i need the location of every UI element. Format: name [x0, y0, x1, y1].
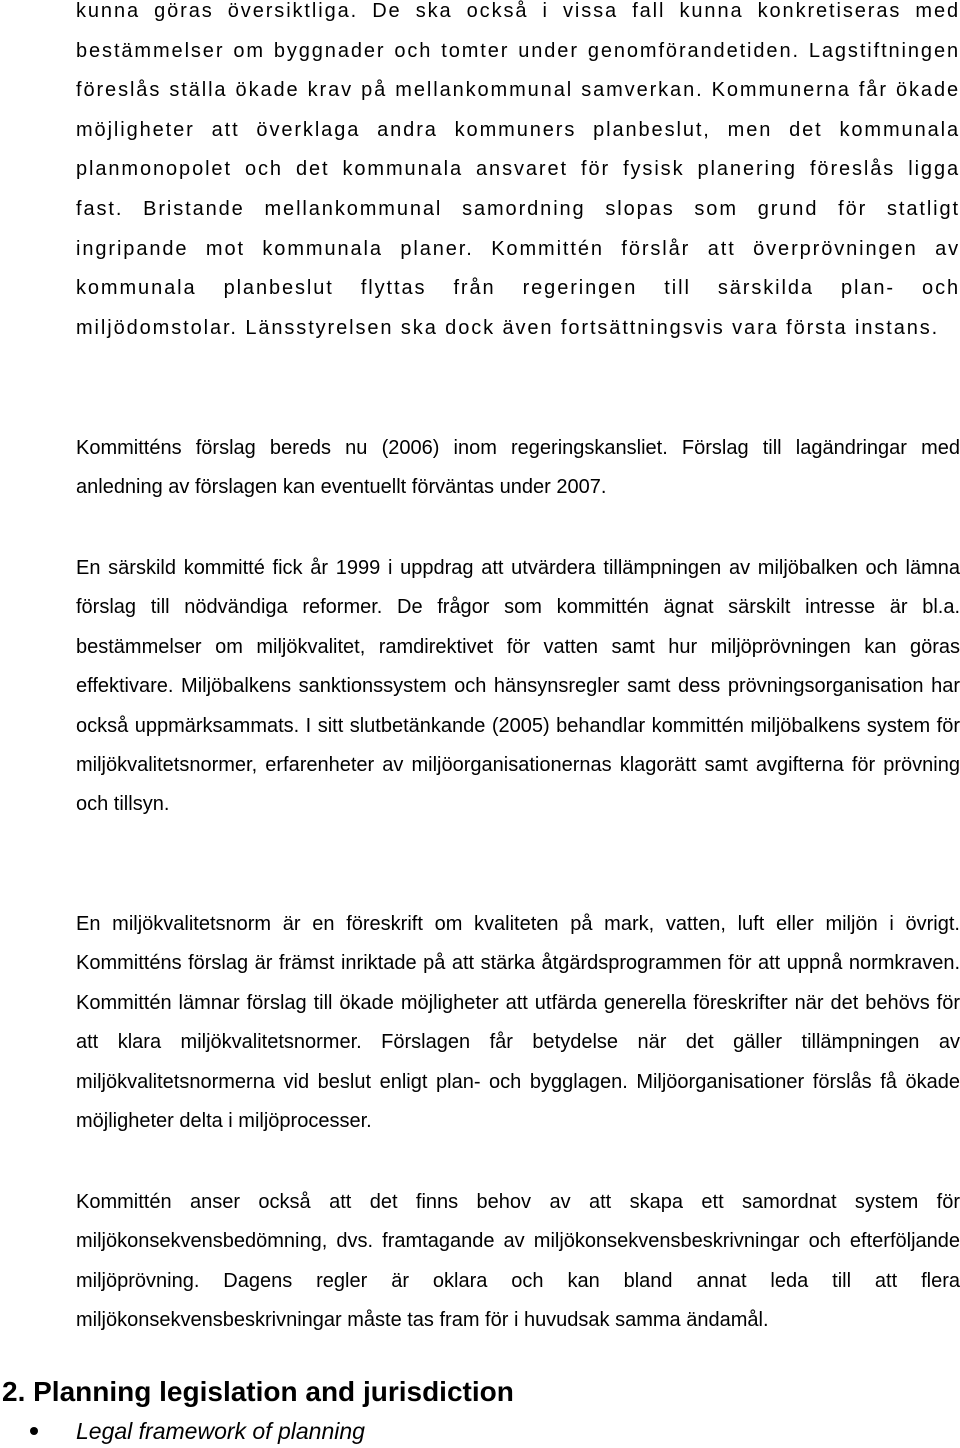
- paragraph-proposal-status: Kommitténs förslag bereds nu (2006) inom regeringskansliet. Förslag till lagändringar med anledning av förslagen kan eventuellt förväntas under 2007.: [76, 437, 960, 499]
- section-heading: 2. Planning legislation and jurisdiction: [2, 1376, 514, 1407]
- bullet-text: Legal framework of planning: [76, 1418, 365, 1444]
- bullet-list-item: [30, 1414, 365, 1448]
- bullet-icon: [30, 1427, 38, 1435]
- paragraph-impact-assessment: Kommittén anser också att det finns behov av att skapa ett samordnat system för miljökonsekvensbedömning, dvs. framtagande av miljökonsekvensbeskrivningar och efterföljande miljöprövning. Dagens regler är oklara och kan bland annat leda till att flera miljökonsekvensbeskrivningar måste tas fram för i huvudsak samma ändamål.: [76, 1191, 960, 1332]
- paragraph-environmental-code-committee: En särskild kommitté fick år 1999 i uppdrag att utvärdera tillämpningen av miljöbalken och lämna förslag till nödvändiga reformer. De frågor som kommittén ägnat särskilt intresse är bl.a. bestämmelser om miljökvalitet, ramdirektivet för vatten samt hur miljöprövningen kan göras effektivare. Miljöbalkens sanktionssystem och hänsynsregler samt dess prövningsorganisation har också uppmärksammats. I sitt slutbetänkande (2005) behandlar kommittén miljöbalkens system för miljökvalitetsnormer, erfarenheter av miljöorganisationernas klagorätt samt avgifterna för prövning och tillsyn.: [76, 557, 960, 816]
- paragraph-planning-reform: kunna göras översiktliga. De ska också i vissa fall kunna konkretiseras med bestämmelser om byggnader och tomter under genomförandetiden. Lagstiftningen föreslås ställa ökade krav på mellankommunal samverkan. Kommunerna får ökade möjligheter att överklaga andra kommuners planbeslut, men det kommunala planmonopolet och det kommunala ansvaret för fysisk planering föreslås ligga fast. Bristande mellankommunal samordning slopas som grund för statligt ingripande mot kommunala planer. Kommittén förslår att överprövningen av kommunala planbeslut flyttas från regeringen till särskilda plan- och miljödomstolar. Länsstyrelsen ska dock även fortsättningsvis vara första instans.: [76, 0, 960, 339]
- paragraph-environmental-quality-standard: En miljökvalitetsnorm är en föreskrift om kvaliteten på mark, vatten, luft eller miljön i övrigt. Kommitténs förslag är främst inriktade på att stärka åtgärdsprogrammen för att uppnå normkraven. Kommittén lämnar förslag till ökade möjligheter att utfärda generella föreskrifter när det behövs för att klara miljökvalitetsnormer. Förslagen får betydelse när det gäller tillämpningen av miljökvalitetsnormerna vid beslut enligt plan- och bygglagen. Miljöorganisationer förslås få ökade möjligheter delta i miljöprocesser.: [76, 913, 960, 1133]
